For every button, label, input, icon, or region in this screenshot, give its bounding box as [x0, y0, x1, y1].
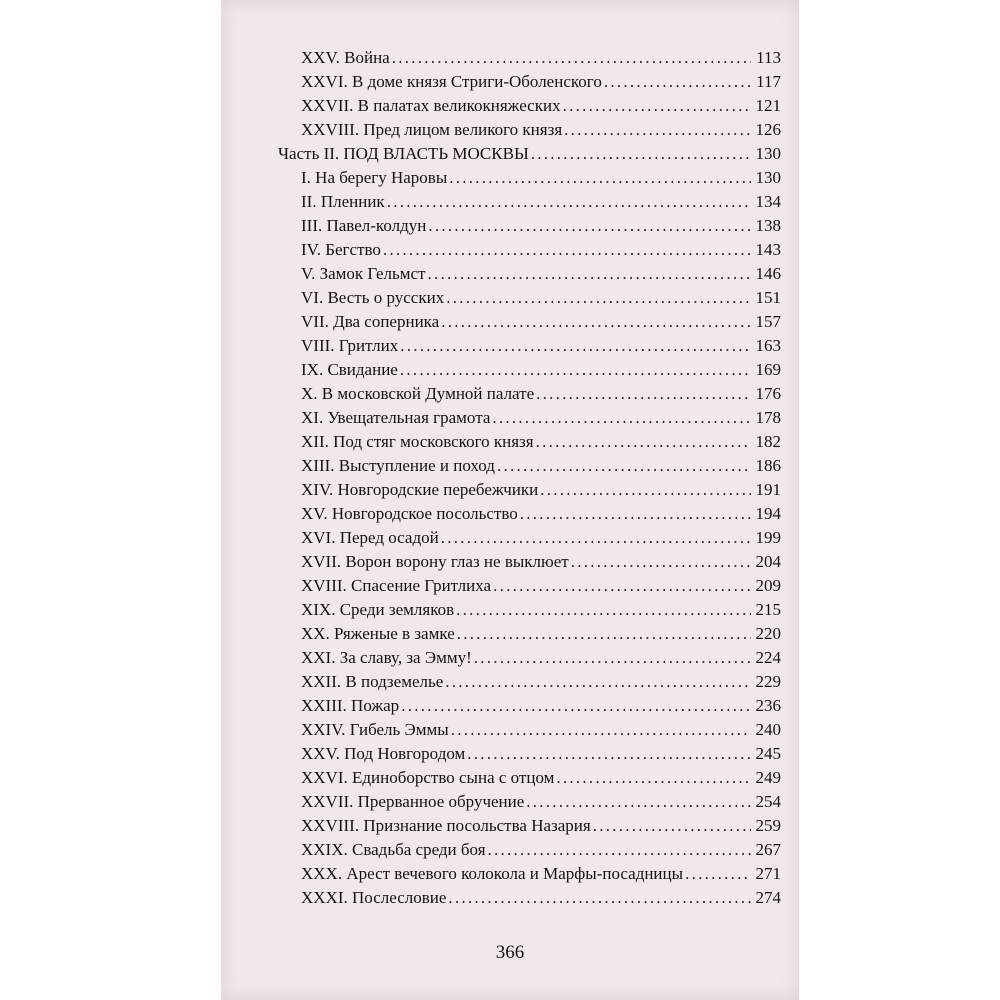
toc-entry: [301, 360, 781, 386]
toc-entry-title: XXVII. В палатах великокняжеских: [301, 96, 561, 115]
toc-entry-page: 130: [755, 168, 781, 187]
toc-entry-title: VIII. Гритлих: [301, 336, 399, 355]
toc-entry: [301, 576, 781, 602]
toc-entry: [301, 240, 781, 266]
toc-entry-page: 182: [755, 432, 781, 451]
dot-leader: [401, 696, 751, 716]
toc-entry-title: XVI. Перед осадой: [301, 528, 439, 547]
book-page: [221, 0, 799, 1000]
toc-entry: [301, 264, 781, 290]
toc-entry: [301, 768, 781, 794]
toc-entry: [301, 744, 781, 770]
dot-leader: [400, 360, 751, 380]
toc-entry-page: 138: [755, 216, 781, 235]
toc-entry-page: 117: [756, 72, 781, 91]
toc-entry: [301, 192, 781, 218]
toc-entry-title: VII. Два соперника: [301, 312, 440, 331]
toc-entry-page: 134: [755, 192, 781, 211]
dot-leader: [531, 144, 751, 164]
dot-leader: [536, 432, 751, 452]
toc-entry-page: 271: [755, 864, 781, 883]
toc-entry-title: XX. Ряженые в замке: [301, 624, 455, 643]
toc-entry: [301, 816, 781, 842]
toc-entry-page: 176: [755, 384, 781, 403]
toc-entry-title: XXVI. Единоборство сына с отцом: [301, 768, 555, 787]
toc-entry: [301, 432, 781, 458]
toc-entry-title: XVII. Ворон ворону глаз не выклюет: [301, 552, 569, 571]
toc-entry-page: 157: [755, 312, 781, 331]
toc-entry-title: III. Павел-колдун: [301, 216, 427, 235]
toc-entry-title: XIII. Выступление и поход: [301, 456, 495, 475]
toc-entry-title: XIX. Среди земляков: [301, 600, 455, 619]
toc-entry: [301, 624, 781, 650]
toc-entry: [301, 864, 781, 890]
toc-entry-page: 245: [755, 744, 781, 763]
dot-leader: [428, 216, 751, 236]
toc-entry: [301, 288, 781, 314]
dot-leader: [449, 168, 751, 188]
toc-entry-title: XXIV. Гибель Эммы: [301, 720, 449, 739]
dot-leader: [488, 840, 751, 860]
toc-entry-title: XII. Под стяг московского князя: [301, 432, 534, 451]
dot-leader: [448, 888, 751, 908]
toc-entry-page: 113: [756, 48, 781, 67]
toc-entry-title: XI. Увещательная грамота: [301, 408, 491, 427]
toc-entry-title: XXVIII. Пред лицом великого князя: [301, 120, 563, 139]
toc-entry-title: XXII. В подземелье: [301, 672, 444, 691]
toc-entry-page: 186: [755, 456, 781, 475]
toc-entry-page: 274: [755, 888, 781, 907]
toc-entry-title: XXXI. Послесловие: [301, 888, 447, 907]
dot-leader: [400, 336, 751, 356]
toc-entry-title: IV. Бегство: [301, 240, 381, 259]
dot-leader: [564, 120, 751, 140]
toc-entry-title: X. В московской Думной палате: [301, 384, 535, 403]
dot-leader: [593, 816, 751, 836]
dot-leader: [441, 312, 751, 332]
dot-leader: [387, 192, 751, 212]
dot-leader: [474, 648, 751, 668]
dot-leader: [571, 552, 751, 572]
toc-entry: [301, 72, 781, 98]
toc-entry-title: XXIX. Свадьба среди боя: [301, 840, 486, 859]
toc-entry: [301, 96, 781, 122]
toc-entry-title: XXIII. Пожар: [301, 696, 400, 715]
toc-entry-title: XVIII. Спасение Гритлиха: [301, 576, 492, 595]
toc-entry: [301, 648, 781, 674]
toc-part-heading: [278, 144, 781, 170]
toc-entry-page: 220: [755, 624, 781, 643]
toc-entry: [301, 720, 781, 746]
toc-entry-title: XXV. Война: [301, 48, 390, 67]
toc-entry-page: 259: [755, 816, 781, 835]
dot-leader: [451, 720, 751, 740]
toc-entry: [301, 216, 781, 242]
toc-entry: [301, 888, 781, 914]
toc-entry: [301, 312, 781, 338]
toc-entry-title: VI. Весть о русских: [301, 288, 445, 307]
toc-entry-title: XXI. За славу, за Эмму!: [301, 648, 472, 667]
toc-entry-page: 204: [755, 552, 781, 571]
toc-entry: [301, 840, 781, 866]
toc-entry: [301, 504, 781, 530]
toc-entry-page: 229: [755, 672, 781, 691]
toc-entry: [301, 408, 781, 434]
toc-entry-title: XIV. Новгородские перебежчики: [301, 480, 539, 499]
dot-leader: [383, 240, 751, 260]
toc-entry-page: 130: [755, 144, 781, 163]
toc-entry-page: 121: [755, 96, 781, 115]
dot-leader: [441, 528, 751, 548]
page-number: 366: [495, 942, 525, 963]
toc-entry: [301, 672, 781, 698]
dot-leader: [446, 288, 751, 308]
toc-entry-page: 236: [755, 696, 781, 715]
toc-entry-title: XXVIII. Признание посольства Назария: [301, 816, 591, 835]
toc-entry: [301, 696, 781, 722]
dot-leader: [445, 672, 751, 692]
toc-entry: [301, 120, 781, 146]
toc-entry-page: 224: [755, 648, 781, 667]
toc-entry-page: 169: [755, 360, 781, 379]
dot-leader: [563, 96, 751, 116]
toc-entry-title: XXV. Под Новгородом: [301, 744, 466, 763]
toc-entry-page: 191: [755, 480, 781, 499]
toc-entry: [301, 792, 781, 818]
toc-entry-page: 126: [755, 120, 781, 139]
toc-entry-title: XXVI. В доме князя Стриги-Оболенского: [301, 72, 602, 91]
dot-leader: [493, 576, 751, 596]
toc-entry: [301, 48, 781, 74]
toc-entry-page: 254: [755, 792, 781, 811]
toc-entry-page: 240: [755, 720, 781, 739]
toc-entry-title: I. На берегу Наровы: [301, 168, 448, 187]
toc-entry: [301, 528, 781, 554]
toc-entry: [301, 480, 781, 506]
toc-entry-page: 199: [755, 528, 781, 547]
toc-entry-title: II. Пленник: [301, 192, 385, 211]
toc-entry: [301, 168, 781, 194]
dot-leader: [685, 864, 751, 884]
toc-entry-title: V. Замок Гельмст: [301, 264, 426, 283]
toc-entry-page: 146: [755, 264, 781, 283]
dot-leader: [556, 768, 751, 788]
toc-entry: [301, 456, 781, 482]
toc-entry-page: 209: [755, 576, 781, 595]
toc-entry-page: 194: [755, 504, 781, 523]
dot-leader: [392, 48, 751, 68]
toc-entry-page: 163: [755, 336, 781, 355]
toc-entry: [301, 552, 781, 578]
toc-entry: [301, 600, 781, 626]
dot-leader: [604, 72, 751, 92]
dot-leader: [467, 744, 751, 764]
dot-leader: [497, 456, 751, 476]
dot-leader: [427, 264, 751, 284]
dot-leader: [540, 480, 751, 500]
dot-leader: [456, 600, 751, 620]
toc-entry-title: XXVII. Прерванное обручение: [301, 792, 525, 811]
dot-leader: [492, 408, 751, 428]
toc-entry-page: 249: [755, 768, 781, 787]
toc-entry-page: 215: [755, 600, 781, 619]
dot-leader: [536, 384, 751, 404]
toc-entry-page: 151: [755, 288, 781, 307]
toc-entry-page: 178: [755, 408, 781, 427]
toc-entry-page: 267: [755, 840, 781, 859]
toc-entry-title: IX. Свидание: [301, 360, 398, 379]
toc-entry: [301, 336, 781, 362]
dot-leader: [457, 624, 751, 644]
toc-entry-title: XV. Новгородское посольство: [301, 504, 518, 523]
toc-entry-title: XXX. Арест вечевого колокола и Марфы-посадницы: [301, 864, 684, 883]
dot-leader: [526, 792, 751, 812]
toc-entry-title: Часть II. ПОД ВЛАСТЬ МОСКВЫ: [278, 144, 529, 163]
toc-entry-page: 143: [755, 240, 781, 259]
dot-leader: [520, 504, 751, 524]
toc-entry: [301, 384, 781, 410]
